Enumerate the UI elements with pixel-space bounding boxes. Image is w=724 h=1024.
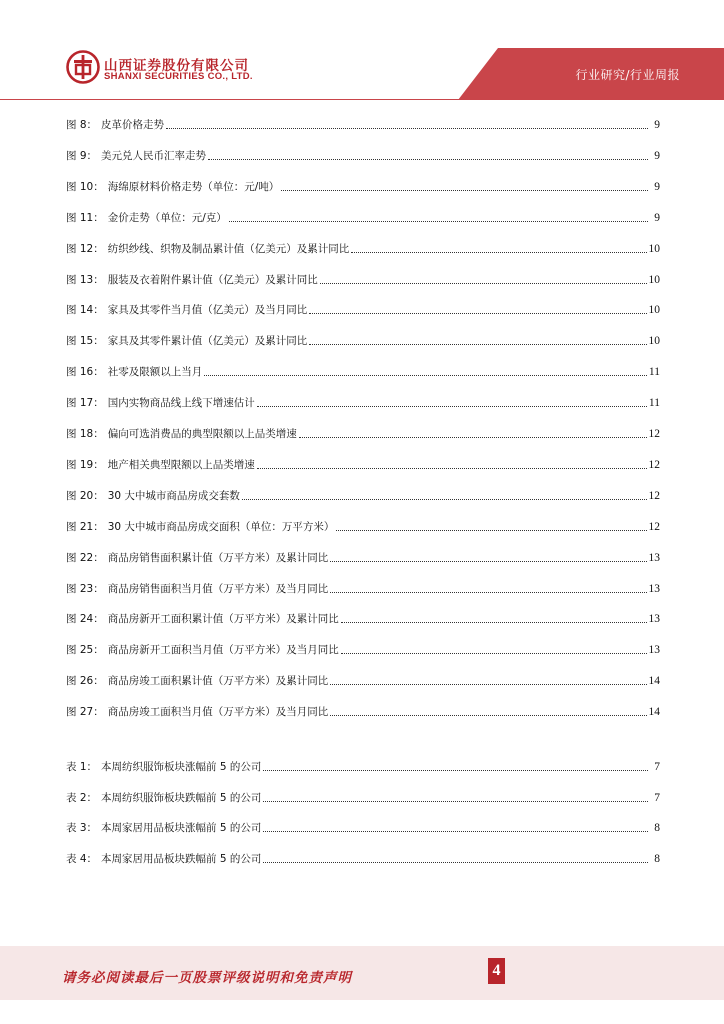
toc-entry-label: 图 27： <box>66 706 104 719</box>
figure-toc-entry[interactable] <box>66 608 660 626</box>
toc-entry-title: 家具及其零件累计值（亿美元）及累计同比 <box>107 335 308 348</box>
toc-entry-title: 社零及限额以上当月 <box>107 366 203 379</box>
toc-entry-title: 美元兑人民币汇率走势 <box>101 149 207 162</box>
toc-entry-page: 12 <box>648 458 660 471</box>
toc-entry-page: 14 <box>648 706 660 719</box>
toc-entry-label: 图 24： <box>66 613 104 626</box>
company-logo-icon <box>66 50 100 84</box>
toc-dot-leader <box>263 861 648 863</box>
toc-entry-label: 图 21： <box>66 520 104 533</box>
toc-entry-label: 表 2： <box>66 791 98 804</box>
toc-dot-leader <box>257 467 647 469</box>
toc-entry-page: 8 <box>654 822 660 835</box>
figure-toc-entry[interactable] <box>66 701 660 719</box>
toc-entry-label: 图 15： <box>66 335 104 348</box>
toc-entry-title: 商品房销售面积当月值（万平方米）及当月同比 <box>107 582 329 595</box>
toc-entry-page: 14 <box>648 675 660 688</box>
toc-entry-page: 7 <box>654 791 660 804</box>
toc-entry-title: 家具及其零件当月值（亿美元）及当月同比 <box>107 304 308 317</box>
toc-entry-label: 图 13： <box>66 273 104 286</box>
toc-dot-leader <box>341 621 647 623</box>
toc-dot-leader <box>257 405 647 407</box>
figure-toc-entry[interactable] <box>66 423 660 441</box>
toc-entry-page: 12 <box>648 489 660 502</box>
toc-entry-title: 30 大中城市商品房成交面积（单位：万平方米） <box>107 520 335 533</box>
toc-entry-label: 图 23： <box>66 582 104 595</box>
toc-dot-leader <box>330 560 646 562</box>
page-footer <box>0 946 724 1000</box>
toc-entry-page: 13 <box>648 551 660 564</box>
toc-dot-leader <box>208 158 648 160</box>
toc-entry-label: 表 4： <box>66 853 98 866</box>
figure-toc-entry[interactable] <box>66 516 660 534</box>
table-toc-entry[interactable] <box>66 756 660 774</box>
toc-entry-page: 13 <box>648 582 660 595</box>
figure-toc-entry[interactable] <box>66 207 660 225</box>
figure-toc-entry[interactable] <box>66 238 660 256</box>
toc-dot-leader <box>330 714 646 716</box>
figure-toc-entry[interactable] <box>66 145 660 163</box>
toc-entry-page: 13 <box>648 644 660 657</box>
page-number: 4 <box>488 958 505 984</box>
toc-entry-label: 图 8： <box>66 119 98 131</box>
toc-entry-title: 海绵原材料价格走势（单位：元/吨） <box>107 180 280 193</box>
toc-entry-page: 13 <box>648 613 660 626</box>
toc-dot-leader <box>341 652 647 654</box>
table-toc-entry[interactable] <box>66 848 660 866</box>
toc-entry-label: 图 20： <box>66 489 104 502</box>
toc-dot-leader <box>330 591 646 593</box>
toc-entry-page: 12 <box>648 520 660 533</box>
toc-entry-page: 10 <box>648 242 660 255</box>
toc-entry-page: 12 <box>648 428 660 440</box>
toc-entry-title: 本周纺织服饰板块跌幅前 5 的公司 <box>101 791 262 804</box>
toc-entry-page: 10 <box>648 335 660 348</box>
figure-toc-entry[interactable] <box>66 299 660 317</box>
toc-entry-title: 商品房销售面积累计值（万平方米）及累计同比 <box>107 551 329 564</box>
toc-entry-title: 国内实物商品线上线下增速估计 <box>107 397 255 410</box>
toc-entry-page: 11 <box>648 397 660 410</box>
figure-toc-entry[interactable] <box>66 639 660 657</box>
toc-dot-leader <box>336 529 646 531</box>
toc-dot-leader <box>263 830 648 832</box>
toc-entry-label: 表 3： <box>66 822 98 835</box>
toc-entry-title: 商品房竣工面积当月值（万平方米）及当月同比 <box>107 706 329 719</box>
toc-entry-label: 图 26： <box>66 675 104 688</box>
toc-entry-label: 图 22： <box>66 551 104 564</box>
toc-entry-title: 服装及衣着附件累计值（亿美元）及累计同比 <box>107 273 318 286</box>
toc-entry-page: 10 <box>648 273 660 286</box>
figure-toc-entry[interactable] <box>66 330 660 348</box>
toc-entry-title: 地产相关典型限额以上品类增速 <box>107 458 255 471</box>
figure-toc-entry[interactable] <box>66 269 660 287</box>
toc-entry-label: 图 25： <box>66 644 104 657</box>
figure-toc-entry[interactable] <box>66 114 660 132</box>
toc-dot-leader <box>281 189 648 191</box>
toc-dot-leader <box>263 800 648 802</box>
page-header <box>0 0 724 100</box>
toc-dot-leader <box>351 251 646 253</box>
toc-entry-label: 图 12： <box>66 242 104 255</box>
toc-entry-title: 30 大中城市商品房成交套数 <box>107 489 240 502</box>
toc-entry-page: 9 <box>654 211 660 224</box>
figure-toc-entry[interactable] <box>66 176 660 194</box>
toc-entry-title: 纺织纱线、织物及制品累计值（亿美元）及累计同比 <box>107 242 350 255</box>
table-toc-entry[interactable] <box>66 817 660 835</box>
toc-entry-label: 图 14： <box>66 304 104 317</box>
toc-dot-leader <box>309 343 646 345</box>
toc-entry-page: 11 <box>648 366 660 379</box>
report-type: 行业研究/行业周报 <box>575 68 680 82</box>
toc-entry-title: 商品房竣工面积累计值（万平方米）及累计同比 <box>107 675 329 688</box>
toc-entry-page: 7 <box>654 761 660 773</box>
toc-entry-page: 8 <box>654 853 660 866</box>
figure-toc-entry[interactable] <box>66 485 660 503</box>
footer-disclaimer: 请务必阅读最后一页股票评级说明和免责声明 <box>62 970 352 986</box>
toc-entry-label: 表 1： <box>66 761 98 773</box>
toc-dot-leader <box>229 220 648 222</box>
header-banner-shape <box>0 0 724 100</box>
toc-entry-label: 图 19： <box>66 458 104 471</box>
toc-entry-title: 商品房新开工面积当月值（万平方米）及当月同比 <box>107 644 339 657</box>
toc-dot-leader <box>299 436 647 438</box>
toc-entry-title: 金价走势（单位：元/克） <box>107 211 227 224</box>
toc-entry-title: 商品房新开工面积累计值（万平方米）及累计同比 <box>107 613 339 626</box>
toc-dot-leader <box>309 312 646 314</box>
toc-entry-title: 本周家居用品板块涨幅前 5 的公司 <box>101 822 262 835</box>
toc-dot-leader <box>204 374 647 376</box>
company-name-cn: 山西证券股份有限公司 <box>104 58 249 74</box>
toc-entry-page: 10 <box>648 304 660 317</box>
toc-dot-leader <box>330 683 646 685</box>
toc-entry-label: 图 18： <box>66 428 104 440</box>
toc-entry-label: 图 11： <box>66 211 104 224</box>
toc-entry-label: 图 16： <box>66 366 104 379</box>
figure-toc-entry[interactable] <box>66 454 660 472</box>
toc-dot-leader <box>320 282 647 284</box>
toc-entry-title: 皮革价格走势 <box>101 119 165 131</box>
toc-dot-leader <box>242 498 647 500</box>
toc-entry-page: 9 <box>654 180 660 193</box>
toc-entry-label: 图 9： <box>66 149 98 162</box>
toc-entry-page: 9 <box>654 149 660 162</box>
figure-toc-entry[interactable] <box>66 578 660 596</box>
toc-dot-leader <box>166 127 648 129</box>
toc-entry-page: 9 <box>654 119 660 131</box>
toc-entry-title: 偏向可选消费品的典型限额以上品类增速 <box>107 428 297 440</box>
toc-dot-leader <box>263 769 648 771</box>
toc-entry-label: 图 17： <box>66 397 104 410</box>
toc-entry-title: 本周家居用品板块跌幅前 5 的公司 <box>101 853 262 866</box>
figure-toc-entry[interactable] <box>66 392 660 410</box>
figure-toc-entry[interactable] <box>66 547 660 565</box>
toc-entry-title: 本周纺织服饰板块涨幅前 5 的公司 <box>101 761 262 773</box>
table-toc-entry[interactable] <box>66 787 660 805</box>
figure-toc-entry[interactable] <box>66 361 660 379</box>
figure-toc-entry[interactable] <box>66 670 660 688</box>
company-name-en: SHANXI SECURITIES CO., LTD. <box>104 71 253 82</box>
toc-entry-label: 图 10： <box>66 180 104 193</box>
